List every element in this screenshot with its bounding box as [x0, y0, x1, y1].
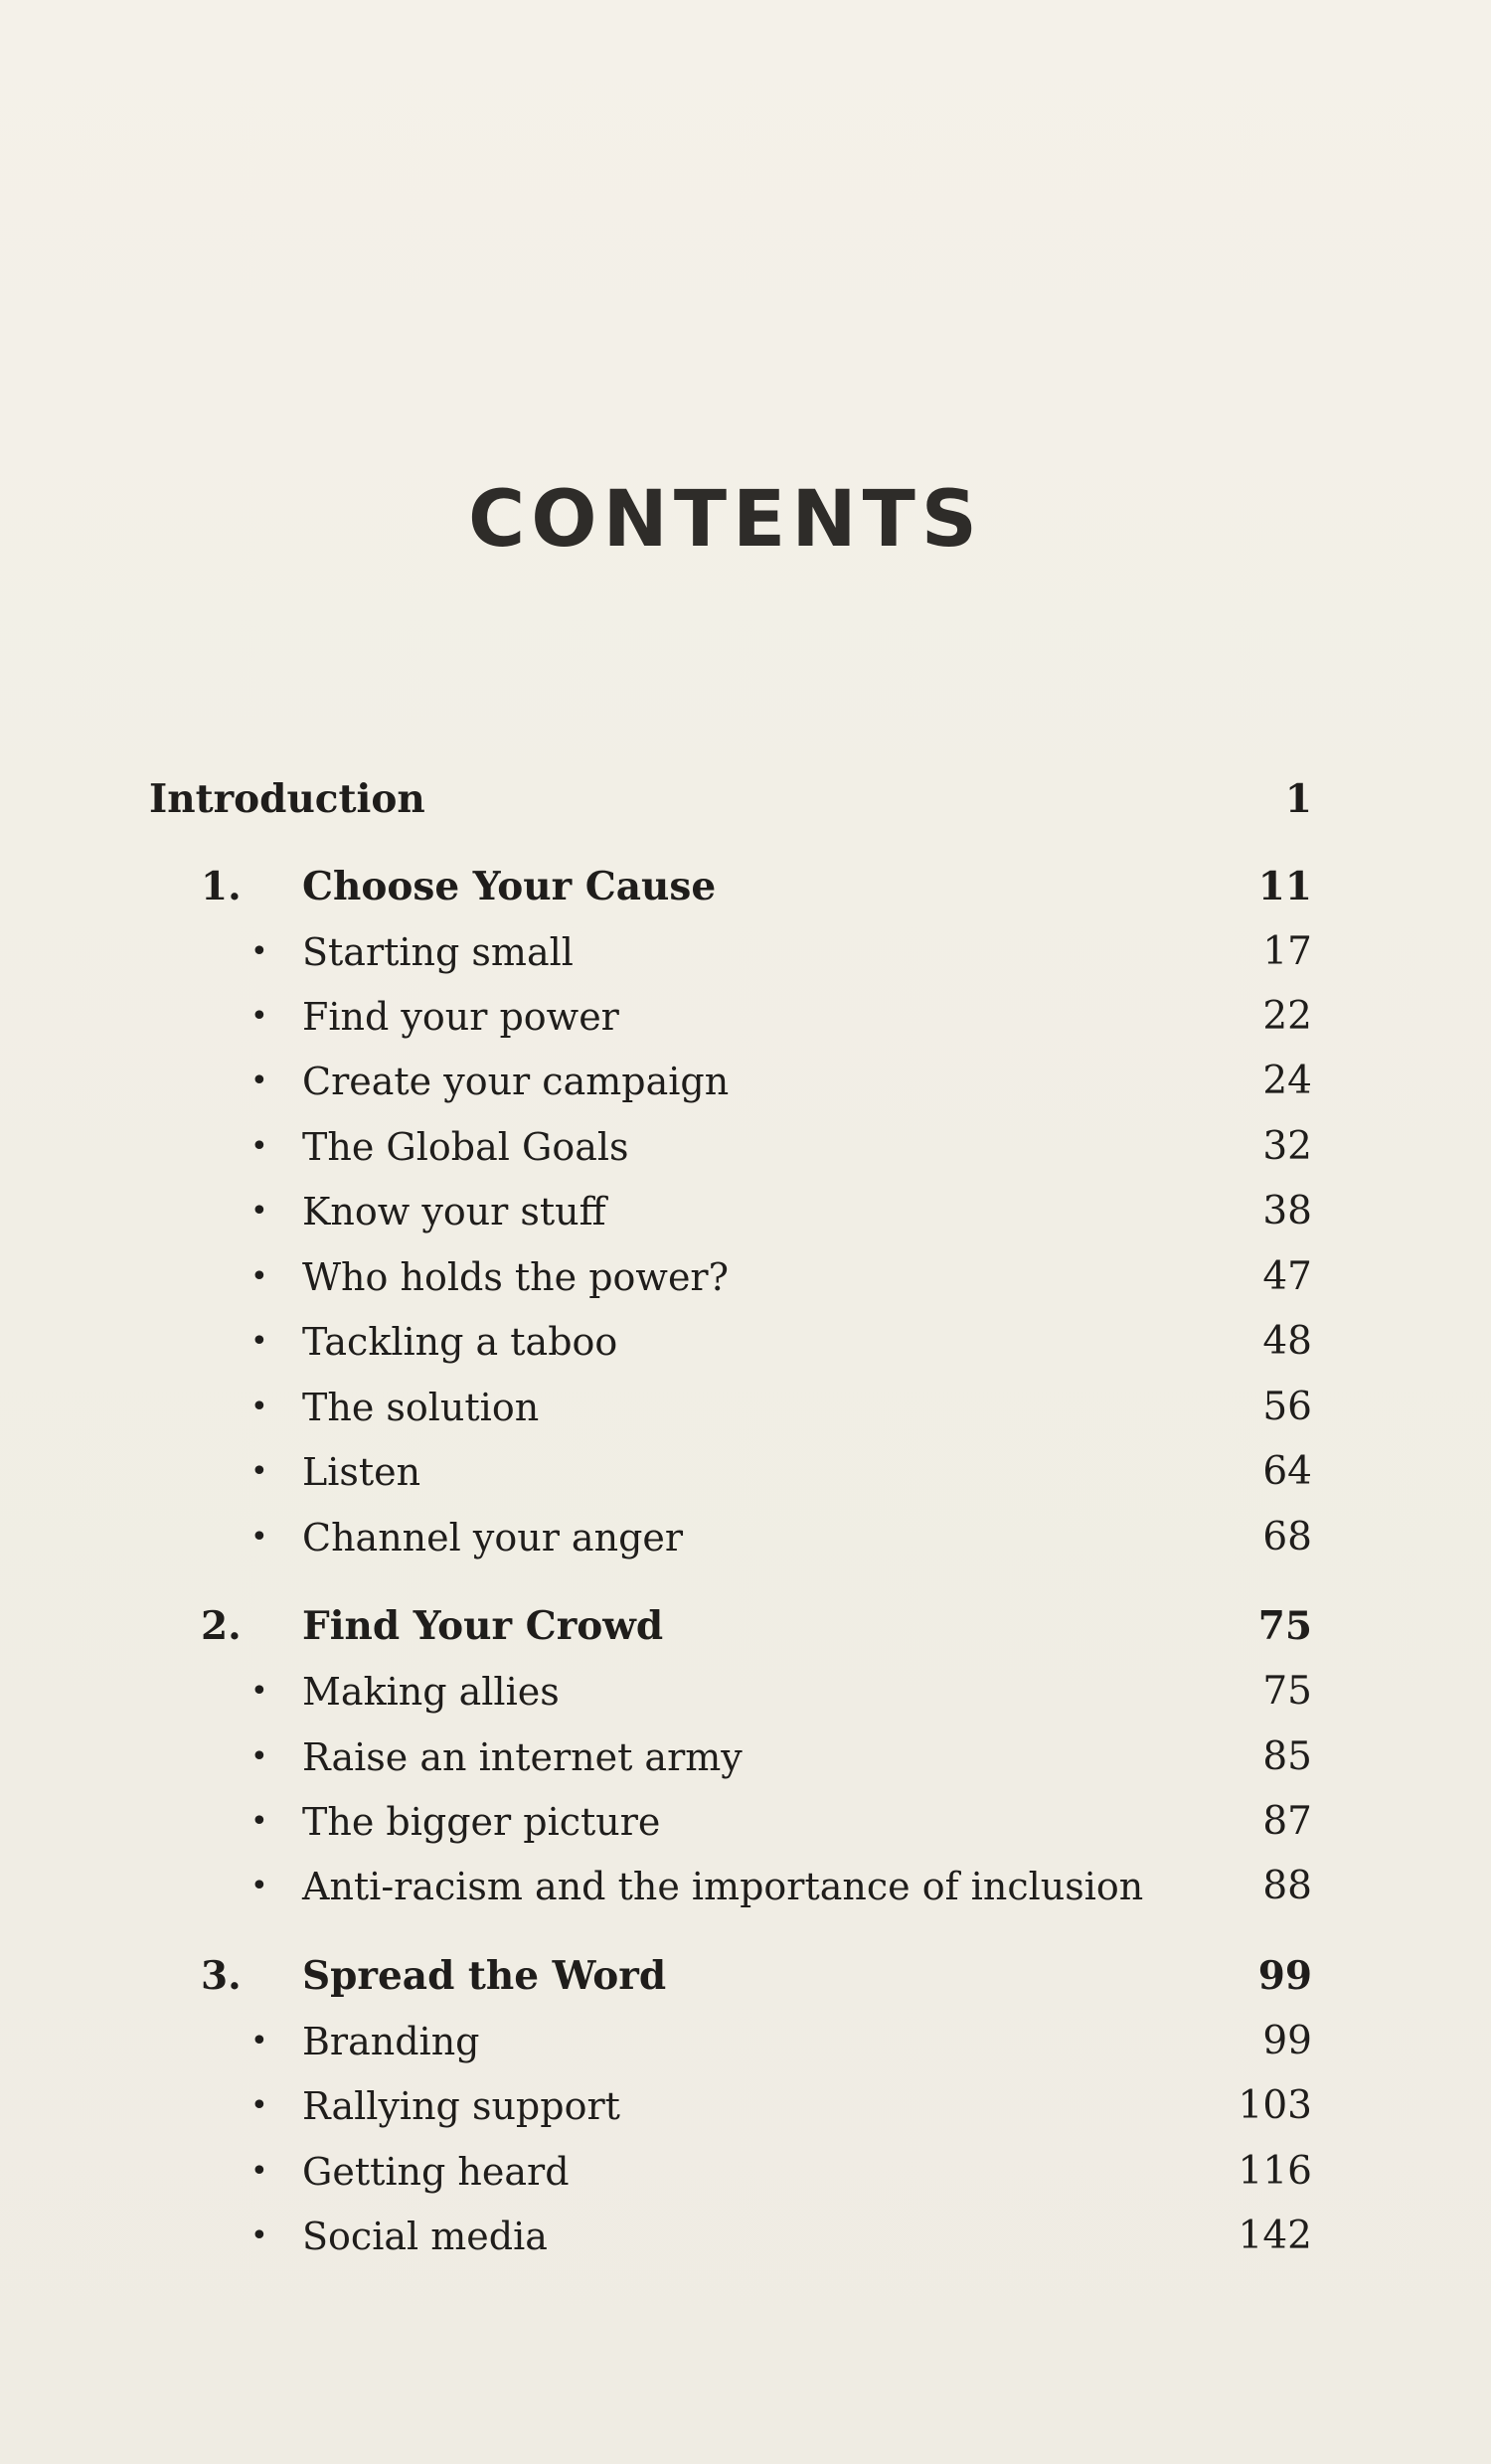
toc-item-label: Who holds the power? — [302, 1255, 729, 1299]
toc-item-page: 32 — [1262, 1124, 1312, 1169]
toc-item-page: 103 — [1238, 2083, 1312, 2128]
toc-item-page: 38 — [1262, 1189, 1312, 1233]
bullet-icon: • — [250, 1804, 268, 1839]
toc-item-label: Anti-racism and the importance of inclusion — [302, 1865, 1144, 1908]
toc-item-label: Channel your anger — [302, 1516, 684, 1560]
toc-item-label: Starting small — [302, 930, 574, 974]
page-title: CONTENTS — [468, 475, 983, 565]
chapter-page: 11 — [1257, 864, 1312, 909]
toc-item-label: Listen — [302, 1450, 421, 1494]
chapter-title: Spread the Word — [302, 1953, 667, 1999]
bullet-icon: • — [250, 1390, 268, 1424]
toc-item-label: The Global Goals — [302, 1125, 629, 1169]
chapter-title: Find Your Crowd — [302, 1603, 664, 1649]
bullet-icon: • — [250, 1454, 268, 1489]
toc-chapter — [149, 1946, 1312, 2006]
toc-item — [149, 1442, 1312, 1502]
toc-item-label: Rallying support — [302, 2084, 620, 2128]
toc-entry-label: Introduction — [149, 776, 425, 822]
toc-item-label: Social media — [302, 2215, 548, 2258]
bullet-icon: • — [250, 1259, 268, 1294]
toc-item-label: Tackling a taboo — [302, 1320, 618, 1364]
toc-item-label: Know your stuff — [302, 1190, 606, 1233]
bullet-icon: • — [250, 1324, 268, 1359]
chapter-page: 75 — [1257, 1603, 1312, 1649]
toc-entry-introduction — [149, 769, 1312, 829]
toc-item — [149, 1117, 1312, 1177]
toc-item-page: 142 — [1238, 2214, 1312, 2258]
toc-item-label: Making allies — [302, 1670, 560, 1714]
toc-item-page: 47 — [1262, 1254, 1312, 1299]
toc-item — [149, 1508, 1312, 1567]
bullet-icon: • — [250, 1869, 268, 1903]
chapter-number: 1. — [201, 864, 242, 909]
bullet-icon: • — [250, 1674, 268, 1709]
toc-item — [149, 1378, 1312, 1437]
chapter-number: 2. — [201, 1603, 242, 1649]
toc-item-label: Branding — [302, 2020, 480, 2063]
toc-item-label: The bigger picture — [302, 1800, 661, 1844]
chapter-page: 99 — [1257, 1953, 1312, 1999]
toc-item — [149, 922, 1312, 982]
toc-item — [149, 1052, 1312, 1111]
toc-item-page: 116 — [1238, 2149, 1312, 2194]
toc-item — [149, 1247, 1312, 1307]
toc-chapter — [149, 857, 1312, 916]
toc-item-label: Create your campaign — [302, 1060, 730, 1103]
toc-item-page: 87 — [1262, 1799, 1312, 1844]
bullet-icon: • — [250, 1064, 268, 1098]
bullet-icon: • — [250, 1129, 268, 1164]
toc-item — [149, 1312, 1312, 1372]
bullet-icon: • — [250, 2154, 268, 2189]
toc-item — [149, 1857, 1312, 1916]
toc-item-label: Getting heard — [302, 2150, 570, 2194]
toc-item-page: 88 — [1262, 1864, 1312, 1908]
bullet-icon: • — [250, 934, 268, 969]
toc-item-page: 48 — [1262, 1319, 1312, 1364]
toc-item — [149, 2207, 1312, 2266]
toc-item — [149, 1792, 1312, 1852]
toc-item-page: 56 — [1262, 1385, 1312, 1429]
toc-item-label: Raise an internet army — [302, 1735, 743, 1779]
toc-item-label: The solution — [302, 1386, 540, 1429]
toc-item — [149, 987, 1312, 1047]
bullet-icon: • — [250, 1194, 268, 1229]
toc-item — [149, 2076, 1312, 2136]
chapter-number: 3. — [201, 1953, 242, 1999]
toc-chapter — [149, 1596, 1312, 1656]
toc-item — [149, 1662, 1312, 1722]
toc-item-page: 24 — [1262, 1059, 1312, 1103]
toc-item-page: 17 — [1262, 929, 1312, 974]
bullet-icon: • — [250, 1520, 268, 1555]
bullet-icon: • — [250, 1739, 268, 1774]
toc-item-page: 85 — [1262, 1734, 1312, 1779]
chapter-title: Choose Your Cause — [302, 864, 717, 909]
toc-item-page: 75 — [1262, 1669, 1312, 1714]
bullet-icon: • — [250, 2218, 268, 2253]
toc-item-page: 68 — [1262, 1515, 1312, 1560]
toc-item-page: 64 — [1262, 1449, 1312, 1494]
toc-entry-page: 1 — [1284, 776, 1312, 822]
toc-item-label: Find your power — [302, 995, 619, 1039]
bullet-icon: • — [250, 999, 268, 1034]
toc-item — [149, 2012, 1312, 2071]
toc-item — [149, 1727, 1312, 1787]
toc-item-page: 22 — [1262, 994, 1312, 1039]
toc-item — [149, 2142, 1312, 2202]
toc-item-page: 99 — [1262, 2019, 1312, 2063]
bullet-icon: • — [250, 2088, 268, 2123]
toc-item — [149, 1182, 1312, 1241]
bullet-icon: • — [250, 2024, 268, 2058]
